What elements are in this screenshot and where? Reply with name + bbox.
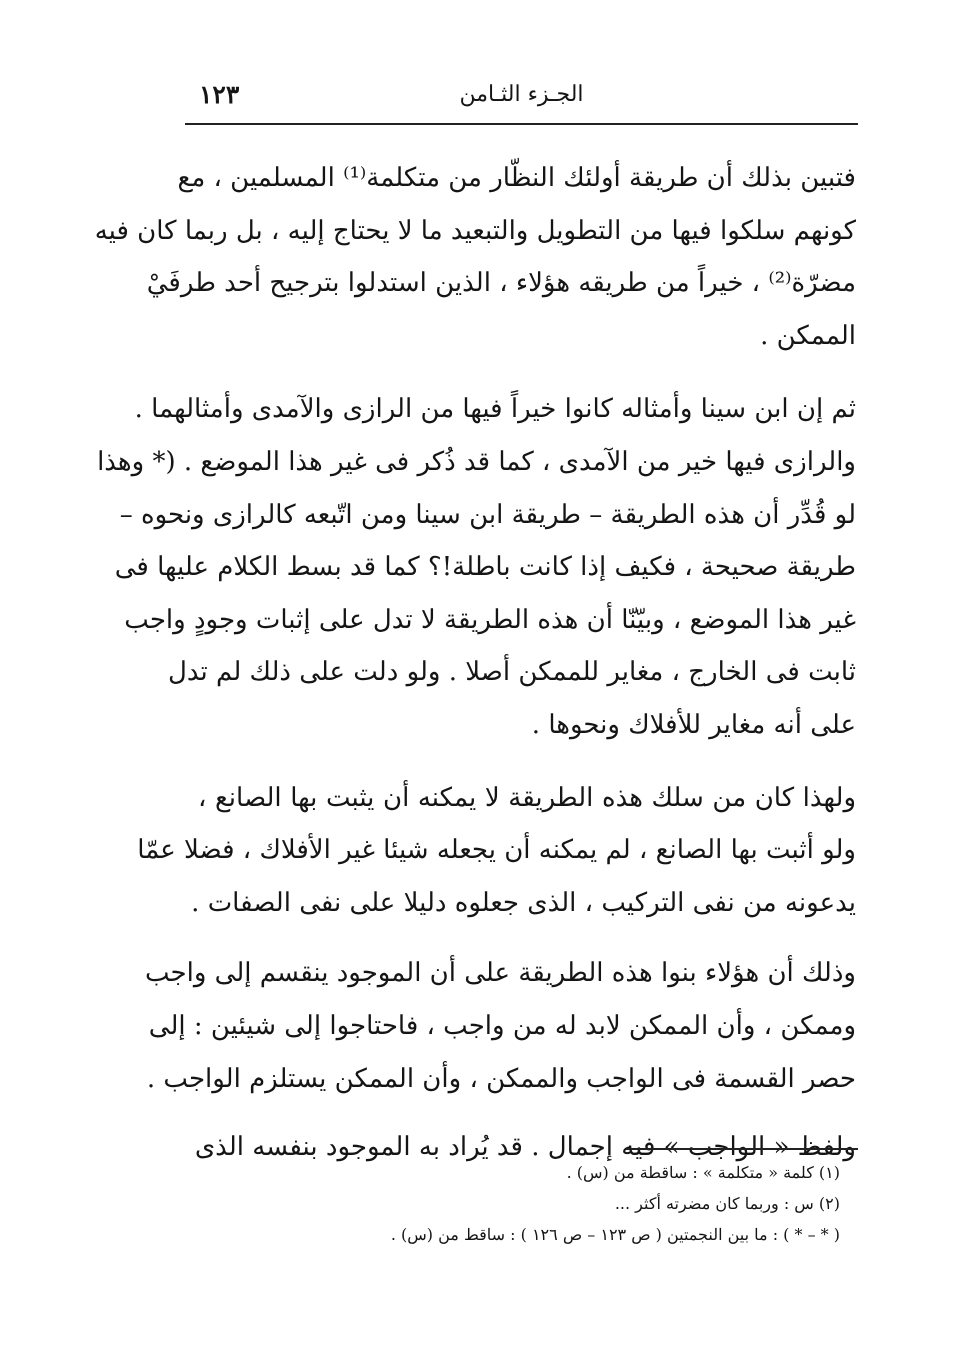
page-number: ١٢٣ bbox=[199, 80, 240, 109]
paragraph-spacer bbox=[198, 752, 856, 772]
text-line: ولفظ « الواجب » فيه إجمال . قد يُراد به الموجود بنفسه الذى bbox=[194, 1132, 856, 1163]
paragraph-spacer bbox=[198, 362, 856, 383]
text-line: وممكن ، وأن الممكن لابد له من واجب ، فاحتاجوا إلى شيئين : إلى bbox=[148, 1010, 856, 1041]
text-line: الممكن . bbox=[760, 320, 856, 351]
text-line: ولو أثبت بها الصانع ، لم يمكنه أن يجعله شيئا غير الأفلاك ، فضلا عمّا bbox=[137, 835, 856, 866]
header-rule bbox=[185, 123, 858, 125]
text-line: حصر القسمة فى الواجب والممكن ، وأن الممكن يستلزم الواجب . bbox=[146, 1063, 856, 1094]
text-line: طريقة صحيحة ، فكيف إذا كانت باطلة!؟ كما قد بسط الكلام عليها فى bbox=[114, 552, 856, 583]
footnote-2: (٢) س : وربما كان مضرته أكثر ... bbox=[614, 1194, 840, 1213]
footnote-rule bbox=[626, 1148, 858, 1150]
text-line: وذلك أن هؤلاء بنوا هذه الطريقة على أن الموجود ينقسم إلى واجب bbox=[145, 958, 856, 989]
text-line: لو قُدِّر أن هذه الطريقة – طريقة ابن سينا ومن اتّبعه كالرازى ونحوه – bbox=[119, 499, 856, 530]
text-line: مضرّة⁽²⁾ ، خيراً من طريقه هؤلاء ، الذين استدلوا بترجيح أحد طرفَيْ bbox=[146, 268, 856, 299]
text-line: غير هذا الموضع ، وبيّنّا أن هذه الطريقة لا تدل على إثبات وجودٍ واجب bbox=[124, 604, 856, 635]
page-header bbox=[185, 78, 858, 118]
paragraph-3 bbox=[137, 772, 856, 930]
text-line: كونهم سلكوا فيها من التطويل والتبعيد ما لا يحتاج إليه ، بل ربما كان فيه bbox=[94, 215, 856, 246]
paragraph-spacer bbox=[198, 929, 856, 947]
text-line: والرازى فيها خير من الآمدى ، كما قد ذُكر فى غير هذا الموضع . (* وهذا bbox=[97, 446, 856, 477]
footnote-3: ( * – * ) : ما بين النجمتين ( ص ١٢٣ – ص ١٢٦ ) : ساقط من (س) . bbox=[390, 1225, 840, 1244]
paragraph-2 bbox=[97, 383, 856, 751]
text-line: ثابت فى الخارج ، مغاير للممكن أصلا . ولو دلت على ذلك لم تدل bbox=[168, 657, 856, 688]
running-title: الجـزء الثـامن bbox=[459, 82, 584, 107]
paragraph-4 bbox=[145, 947, 856, 1105]
body-text bbox=[94, 152, 856, 1174]
paragraph-spacer bbox=[198, 1105, 856, 1121]
text-line: على أنه مغاير للأفلاك ونحوها . bbox=[531, 709, 856, 740]
text-line: فتبين بذلك أن طريقة أولئك النظّار من متكلمة⁽¹⁾ المسلمين ، مع bbox=[177, 163, 856, 193]
text-line: ولهذا كان من سلك هذه الطريقة لا يمكنه أن يثبت بها الصانع ، bbox=[198, 782, 856, 813]
footnote-1: (١) كلمة « متكلمة » : ساقطة من (س) . bbox=[566, 1163, 840, 1182]
text-line: يدعونه من نفى التركيب ، الذى جعلوه دليلا على نفى الصفات . bbox=[191, 887, 856, 918]
paragraph-1 bbox=[94, 152, 856, 362]
text-line: ثم إن ابن سينا وأمثاله كانوا خيراً فيها من الرازى والآمدى وأمثالهما . bbox=[134, 394, 856, 425]
footnotes bbox=[330, 1157, 840, 1250]
